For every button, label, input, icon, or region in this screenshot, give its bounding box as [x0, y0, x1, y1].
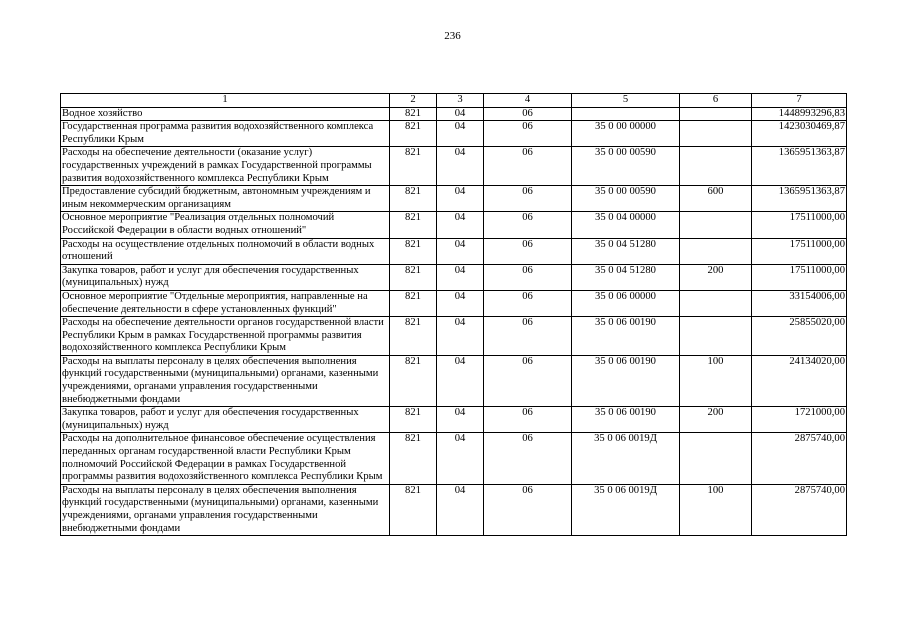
row-target-article-cell	[572, 107, 680, 121]
row-subsection-cell: 06	[484, 212, 572, 238]
row-amount-cell: 1365951363,87	[752, 147, 847, 186]
table-row	[61, 290, 847, 316]
page-number: 236	[444, 30, 461, 42]
row-amount-cell: 2875740,00	[752, 433, 847, 484]
row-name-cell: Водное хозяйство	[61, 107, 390, 121]
header-row	[61, 94, 847, 108]
row-admin-code-cell: 821	[390, 107, 437, 121]
row-admin-code-cell: 821	[390, 484, 437, 535]
column-header: 1	[61, 94, 390, 108]
row-admin-code-cell: 821	[390, 355, 437, 406]
row-amount-cell: 1365951363,87	[752, 186, 847, 212]
row-section-cell: 04	[437, 212, 484, 238]
row-section-cell: 04	[437, 186, 484, 212]
table-row	[61, 264, 847, 290]
row-admin-code-cell: 821	[390, 121, 437, 147]
row-admin-code-cell: 821	[390, 407, 437, 433]
row-name-cell: Расходы на выплаты персоналу в целях обеспечения выполнения функций государственными (муниципальными) органами, казенными учреждениями, органами управления государственными внебюджетными фондами	[61, 484, 390, 535]
row-section-cell: 04	[437, 433, 484, 484]
row-target-article-cell: 35 0 00 00000	[572, 121, 680, 147]
table-row	[61, 107, 847, 121]
row-expense-type-cell	[680, 317, 752, 356]
table-row	[61, 407, 847, 433]
row-expense-type-cell	[680, 290, 752, 316]
column-header: 6	[680, 94, 752, 108]
row-expense-type-cell	[680, 238, 752, 264]
row-admin-code-cell: 821	[390, 264, 437, 290]
row-name-cell: Расходы на дополнительное финансовое обеспечение осуществления переданных органам государственной власти Республики Крым полномочий Российской Федерации в рамках Государственной программы развития водохозяйственного комплекса Республики Крым	[61, 433, 390, 484]
table-row	[61, 121, 847, 147]
row-amount-cell: 17511000,00	[752, 238, 847, 264]
column-header: 2	[390, 94, 437, 108]
row-name-cell: Расходы на осуществление отдельных полномочий в области водных отношений	[61, 238, 390, 264]
row-target-article-cell: 35 0 06 00000	[572, 290, 680, 316]
row-section-cell: 04	[437, 355, 484, 406]
row-target-article-cell: 35 0 00 00590	[572, 147, 680, 186]
row-subsection-cell: 06	[484, 121, 572, 147]
row-expense-type-cell: 200	[680, 407, 752, 433]
row-section-cell: 04	[437, 264, 484, 290]
row-expense-type-cell: 100	[680, 355, 752, 406]
row-expense-type-cell: 200	[680, 264, 752, 290]
row-subsection-cell: 06	[484, 290, 572, 316]
row-admin-code-cell: 821	[390, 212, 437, 238]
row-amount-cell: 2875740,00	[752, 484, 847, 535]
row-name-cell: Расходы на обеспечение деятельности (оказание услуг) государственных учреждений в рамках Государственной программы развития водохозяйственного комплекса Республики Крым	[61, 147, 390, 186]
row-expense-type-cell	[680, 107, 752, 121]
row-section-cell: 04	[437, 238, 484, 264]
row-amount-cell: 33154006,00	[752, 290, 847, 316]
row-target-article-cell: 35 0 06 00190	[572, 317, 680, 356]
row-name-cell: Основное мероприятие "Отдельные мероприятия, направленные на обеспечение деятельности в сфере установленных функций"	[61, 290, 390, 316]
row-amount-cell: 17511000,00	[752, 264, 847, 290]
row-admin-code-cell: 821	[390, 433, 437, 484]
budget-table	[60, 93, 847, 536]
table-row	[61, 484, 847, 535]
table-row	[61, 147, 847, 186]
row-admin-code-cell: 821	[390, 147, 437, 186]
row-subsection-cell: 06	[484, 355, 572, 406]
row-expense-type-cell: 600	[680, 186, 752, 212]
row-admin-code-cell: 821	[390, 186, 437, 212]
table-row	[61, 212, 847, 238]
row-name-cell: Основное мероприятие "Реализация отдельных полномочий Российской Федерации в области водных отношений"	[61, 212, 390, 238]
row-amount-cell: 1448993296,83	[752, 107, 847, 121]
row-subsection-cell: 06	[484, 484, 572, 535]
row-expense-type-cell	[680, 147, 752, 186]
row-section-cell: 04	[437, 407, 484, 433]
row-subsection-cell: 06	[484, 317, 572, 356]
column-header: 3	[437, 94, 484, 108]
row-section-cell: 04	[437, 317, 484, 356]
row-amount-cell: 17511000,00	[752, 212, 847, 238]
row-target-article-cell: 35 0 04 51280	[572, 264, 680, 290]
row-section-cell: 04	[437, 484, 484, 535]
row-subsection-cell: 06	[484, 186, 572, 212]
row-section-cell: 04	[437, 121, 484, 147]
row-target-article-cell: 35 0 04 00000	[572, 212, 680, 238]
row-amount-cell: 1423030469,87	[752, 121, 847, 147]
row-subsection-cell: 06	[484, 147, 572, 186]
row-name-cell: Предоставление субсидий бюджетным, автономным учреждениям и иным некоммерческим организациям	[61, 186, 390, 212]
row-expense-type-cell	[680, 212, 752, 238]
table-row	[61, 433, 847, 484]
column-header: 5	[572, 94, 680, 108]
row-section-cell: 04	[437, 147, 484, 186]
row-subsection-cell: 06	[484, 238, 572, 264]
row-target-article-cell: 35 0 06 0019Д	[572, 484, 680, 535]
row-expense-type-cell: 100	[680, 484, 752, 535]
row-target-article-cell: 35 0 06 00190	[572, 407, 680, 433]
row-target-article-cell: 35 0 00 00590	[572, 186, 680, 212]
row-admin-code-cell: 821	[390, 290, 437, 316]
row-name-cell: Закупка товаров, работ и услуг для обеспечения государственных (муниципальных) нужд	[61, 407, 390, 433]
row-expense-type-cell	[680, 121, 752, 147]
row-admin-code-cell: 821	[390, 317, 437, 356]
row-expense-type-cell	[680, 433, 752, 484]
table-row	[61, 317, 847, 356]
column-header: 7	[752, 94, 847, 108]
row-target-article-cell: 35 0 04 51280	[572, 238, 680, 264]
row-subsection-cell: 06	[484, 433, 572, 484]
row-target-article-cell: 35 0 06 00190	[572, 355, 680, 406]
row-amount-cell: 25855020,00	[752, 317, 847, 356]
row-name-cell: Закупка товаров, работ и услуг для обеспечения государственных (муниципальных) нужд	[61, 264, 390, 290]
row-name-cell: Государственная программа развития водохозяйственного комплекса Республики Крым	[61, 121, 390, 147]
row-admin-code-cell: 821	[390, 238, 437, 264]
row-section-cell: 04	[437, 290, 484, 316]
row-name-cell: Расходы на выплаты персоналу в целях обеспечения выполнения функций государственными (муниципальными) органами, казенными учреждениями, органами управления государственными внебюджетными фондами	[61, 355, 390, 406]
row-subsection-cell: 06	[484, 407, 572, 433]
row-name-cell: Расходы на обеспечение деятельности органов государственной власти Республики Крым в рамках Государственной программы развития водохозяйственного комплекса Республики Крым	[61, 317, 390, 356]
row-subsection-cell: 06	[484, 107, 572, 121]
table-row	[61, 238, 847, 264]
row-amount-cell: 1721000,00	[752, 407, 847, 433]
row-amount-cell: 24134020,00	[752, 355, 847, 406]
table-row	[61, 186, 847, 212]
row-section-cell: 04	[437, 107, 484, 121]
table-row	[61, 355, 847, 406]
row-target-article-cell: 35 0 06 0019Д	[572, 433, 680, 484]
column-header: 4	[484, 94, 572, 108]
row-subsection-cell: 06	[484, 264, 572, 290]
